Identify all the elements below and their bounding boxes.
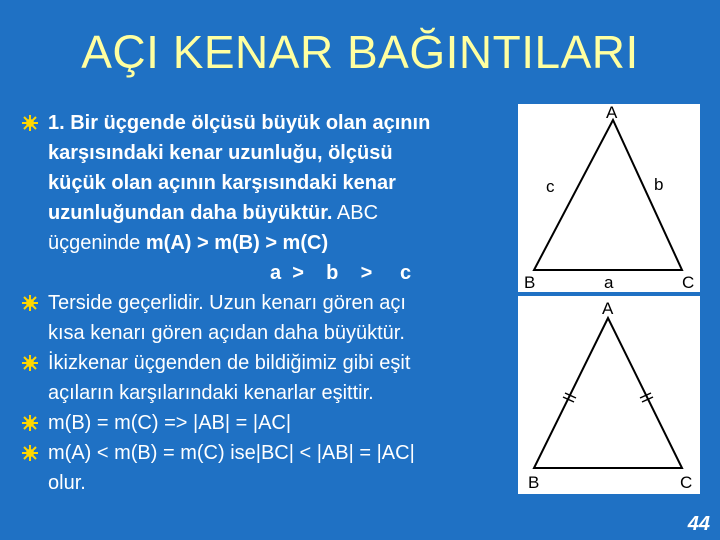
text-line: m(B) = m(C) => |AB| = |AC| xyxy=(48,412,292,434)
vertex-c-label: C xyxy=(680,473,693,492)
slide-title: AÇI KENAR BAĞINTILARI xyxy=(81,26,639,78)
text-line: olur. xyxy=(48,472,86,494)
vertex-a-label: A xyxy=(602,299,614,318)
sun-bullet-icon xyxy=(22,295,38,311)
sun-bullet-icon xyxy=(22,445,38,461)
side-b-label: b xyxy=(654,175,664,194)
triangle-diagram-2 xyxy=(518,296,700,494)
isosceles-triangle xyxy=(534,318,682,468)
bullet-item-1 xyxy=(22,108,522,288)
bold-text: 1. Bir üçgende ölçüsü büyük olan açının xyxy=(48,112,431,134)
triangle-abc xyxy=(534,120,682,270)
text-line: m(A) < m(B) = m(C) ise|BC| < |AB| = |AC| xyxy=(48,442,415,464)
triangle-figure-1 xyxy=(518,104,700,292)
sun-bullet-icon xyxy=(22,355,38,371)
bullet-item-2 xyxy=(22,288,522,348)
bullet-item-3 xyxy=(22,348,522,408)
vertex-b-label: B xyxy=(528,473,540,492)
vertex-c-label: C xyxy=(682,273,695,292)
bold-text: karşısındaki kenar uzunluğu, ölçüsü xyxy=(48,142,393,164)
normal-text: üçgeninde xyxy=(48,232,146,254)
bold-text: m(A) > m(B) > m(C) xyxy=(145,232,329,254)
text-line xyxy=(48,198,522,228)
triangle-figure-2 xyxy=(518,296,700,494)
text-line: İkizkenar üçgenden de bildiğimiz gibi eşit xyxy=(48,352,411,374)
text-line xyxy=(48,168,522,198)
text-line xyxy=(48,138,522,168)
text-line: açıların karşılarındaki kenarlar eşittir. xyxy=(48,382,374,404)
sun-bullet-icon xyxy=(22,415,38,431)
bold-text: uzunluğundan daha büyüktür. xyxy=(48,202,333,224)
page-number: 44 xyxy=(687,513,710,535)
sun-bullet-icon xyxy=(22,115,38,131)
normal-text: ABC xyxy=(332,202,379,224)
text-line xyxy=(48,228,522,258)
bullet-item-4 xyxy=(22,408,522,438)
text-line xyxy=(48,108,522,138)
bold-text: küçük olan açının karşısındaki kenar xyxy=(48,172,396,194)
text-line: kısa kenarı gören açıdan daha büyüktür. xyxy=(48,322,405,344)
text-line: Terside geçerlidir. Uzun kenarı gören açı xyxy=(48,292,406,314)
side-c-label: c xyxy=(546,177,555,196)
side-a-label: a xyxy=(604,273,614,292)
bullet-item-5 xyxy=(22,438,522,498)
triangle-diagram-1 xyxy=(518,104,700,292)
bullet-list xyxy=(22,108,522,498)
side-relation: a > b > c xyxy=(270,262,412,284)
vertex-a-label: A xyxy=(606,104,618,122)
equal-side-marks xyxy=(563,393,653,402)
vertex-b-label: B xyxy=(524,273,536,292)
